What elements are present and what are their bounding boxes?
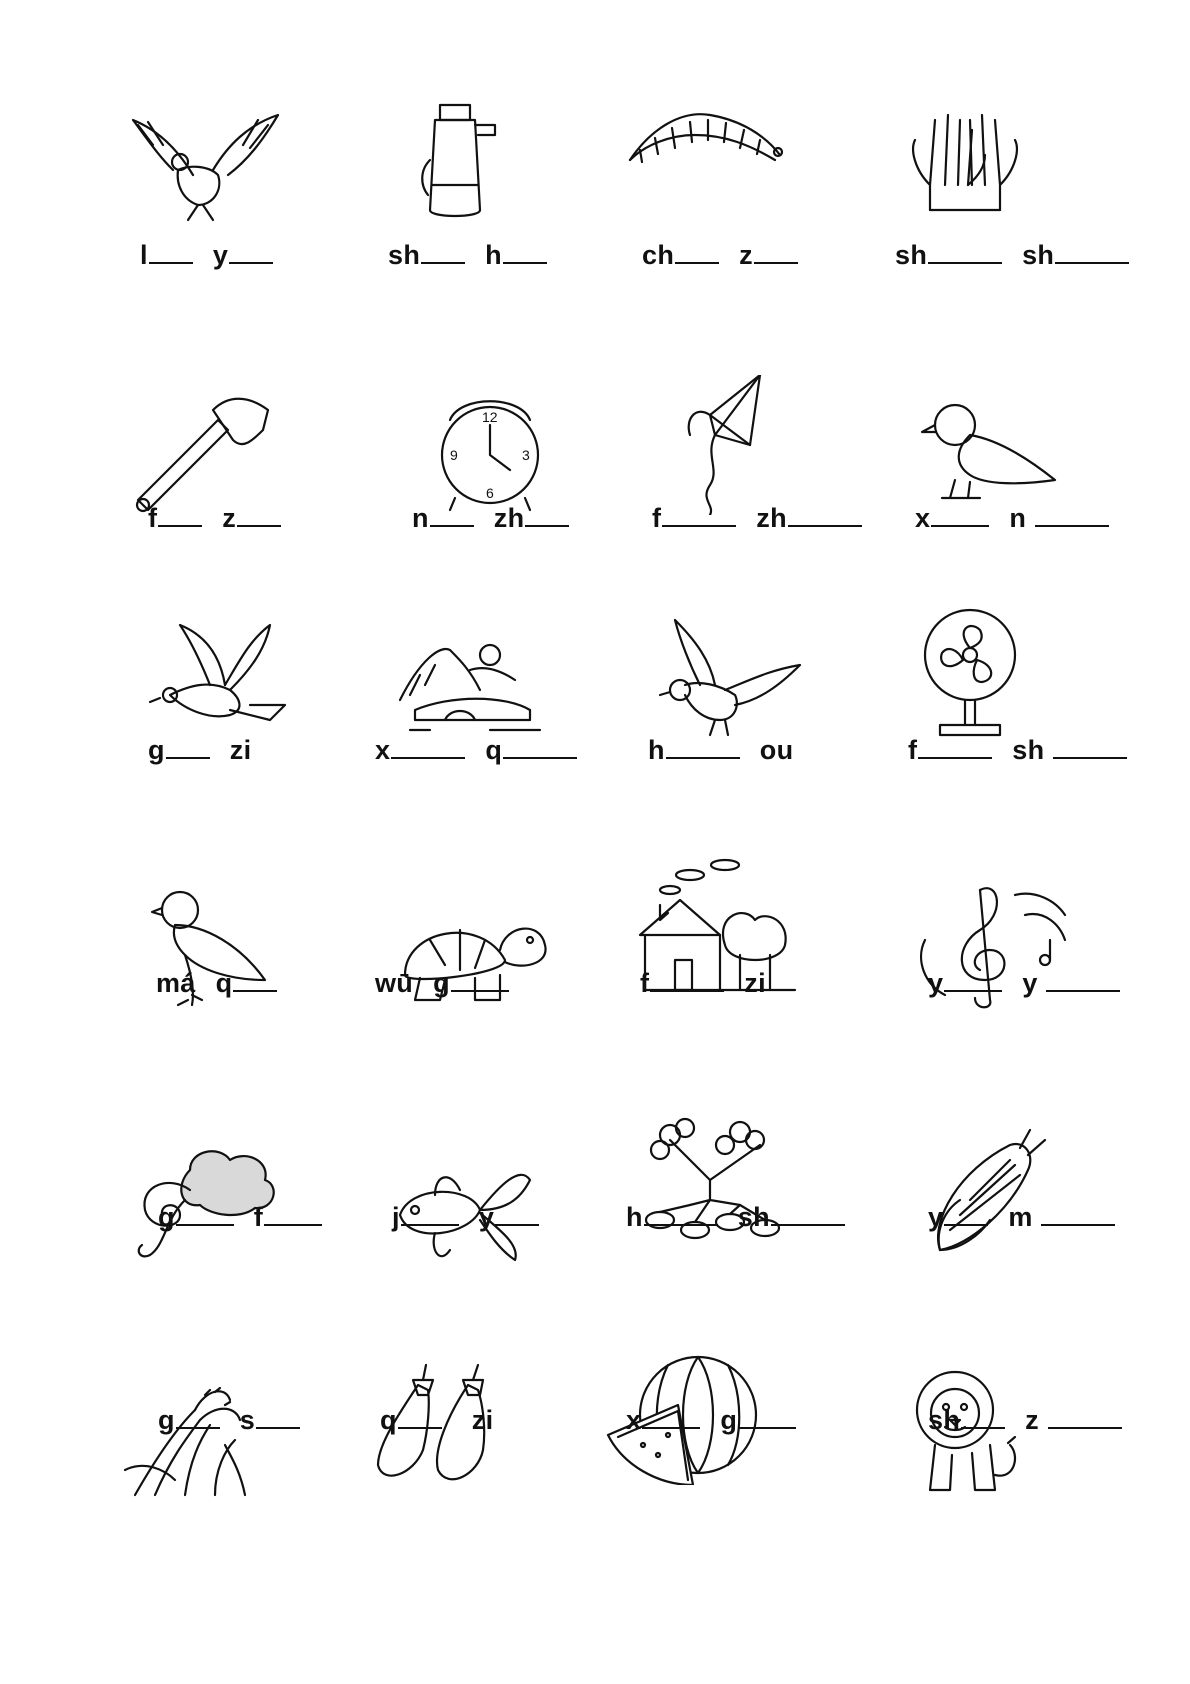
answer-label: wū g	[375, 968, 529, 999]
answer-label: g f	[158, 1202, 342, 1233]
answer-label: j y	[392, 1202, 559, 1233]
wind-cloud-icon	[130, 1130, 300, 1270]
hands-icon	[890, 90, 1060, 230]
answer-blank[interactable]	[229, 240, 273, 264]
answer-label: f z	[148, 503, 301, 534]
dove-icon	[130, 610, 300, 750]
answer-blank[interactable]	[1048, 1405, 1122, 1429]
answer-blank[interactable]	[166, 735, 210, 759]
answer-blank[interactable]	[430, 503, 474, 527]
axe-icon	[118, 380, 288, 520]
answer-blank[interactable]	[918, 735, 992, 759]
answer-blank[interactable]	[931, 503, 989, 527]
answer-label: x g	[626, 1405, 816, 1436]
kite-icon	[640, 375, 810, 515]
answer-blank[interactable]	[421, 240, 465, 264]
answer-blank[interactable]	[158, 503, 202, 527]
answer-blank[interactable]	[149, 240, 193, 264]
answer-label: sh z	[928, 1405, 1122, 1436]
answer-label: f sh	[908, 735, 1127, 766]
answer-label: y m	[928, 1202, 1115, 1233]
answer-blank[interactable]	[928, 240, 1002, 264]
answer-blank[interactable]	[961, 1405, 1005, 1429]
svg-text:3: 3	[522, 447, 530, 463]
caterpillar-icon	[620, 90, 790, 230]
alarm-clock-icon	[410, 380, 580, 520]
answer-blank[interactable]	[1055, 240, 1129, 264]
answer-blank[interactable]	[525, 503, 569, 527]
answer-label: x q	[375, 735, 597, 766]
answer-label: f zh	[652, 503, 882, 534]
answer-blank[interactable]	[771, 1202, 845, 1226]
answer-blank[interactable]	[503, 240, 547, 264]
answer-label: sh h	[388, 240, 567, 271]
answer-blank[interactable]	[650, 968, 724, 992]
corn-icon	[900, 1120, 1070, 1260]
answer-blank[interactable]	[1053, 735, 1127, 759]
answer-blank[interactable]	[1041, 1202, 1115, 1226]
answer-label: h sh	[626, 1202, 865, 1233]
svg-text:12: 12	[482, 409, 498, 425]
answer-label: sh sh	[895, 240, 1129, 271]
answer-blank[interactable]	[176, 1202, 234, 1226]
answer-label: n zh	[412, 503, 589, 534]
answer-label: g s	[158, 1405, 320, 1436]
answer-blank[interactable]	[1046, 968, 1120, 992]
answer-label: l y	[140, 240, 293, 271]
answer-blank[interactable]	[738, 1405, 796, 1429]
answer-label: h ou	[648, 735, 794, 765]
answer-blank[interactable]	[391, 735, 465, 759]
answer-blank[interactable]	[1035, 503, 1109, 527]
seagull-icon	[640, 610, 810, 750]
answer-blank[interactable]	[666, 735, 740, 759]
sparrow-icon	[900, 380, 1070, 520]
answer-blank[interactable]	[503, 735, 577, 759]
answer-blank[interactable]	[264, 1202, 322, 1226]
answer-label: g zi	[148, 735, 252, 765]
answer-label: f zi	[640, 968, 766, 998]
thermos-icon	[370, 90, 540, 230]
answer-blank[interactable]	[451, 968, 509, 992]
turtle-icon	[390, 890, 560, 1030]
answer-blank[interactable]	[788, 503, 862, 527]
svg-text:6: 6	[486, 485, 494, 501]
answer-blank[interactable]	[754, 240, 798, 264]
answer-blank[interactable]	[644, 1202, 718, 1226]
svg-text:9: 9	[450, 447, 458, 463]
fan-icon	[890, 605, 1060, 745]
answer-blank[interactable]	[237, 503, 281, 527]
answer-blank[interactable]	[176, 1405, 220, 1429]
answer-blank[interactable]	[401, 1202, 459, 1226]
eagle-icon	[118, 90, 288, 230]
answer-blank[interactable]	[233, 968, 277, 992]
answer-label: y y	[928, 968, 1120, 999]
answer-blank[interactable]	[495, 1202, 539, 1226]
answer-blank[interactable]	[398, 1405, 442, 1429]
answer-label: q zi	[380, 1405, 494, 1435]
answer-blank[interactable]	[944, 1202, 988, 1226]
answer-blank[interactable]	[256, 1405, 300, 1429]
answer-label: má q	[156, 968, 297, 999]
answer-blank[interactable]	[642, 1405, 700, 1429]
answer-label: ch z	[642, 240, 818, 271]
answer-blank[interactable]	[662, 503, 736, 527]
answer-blank[interactable]	[944, 968, 1002, 992]
answer-blank[interactable]	[675, 240, 719, 264]
answer-label: x n	[915, 503, 1109, 534]
